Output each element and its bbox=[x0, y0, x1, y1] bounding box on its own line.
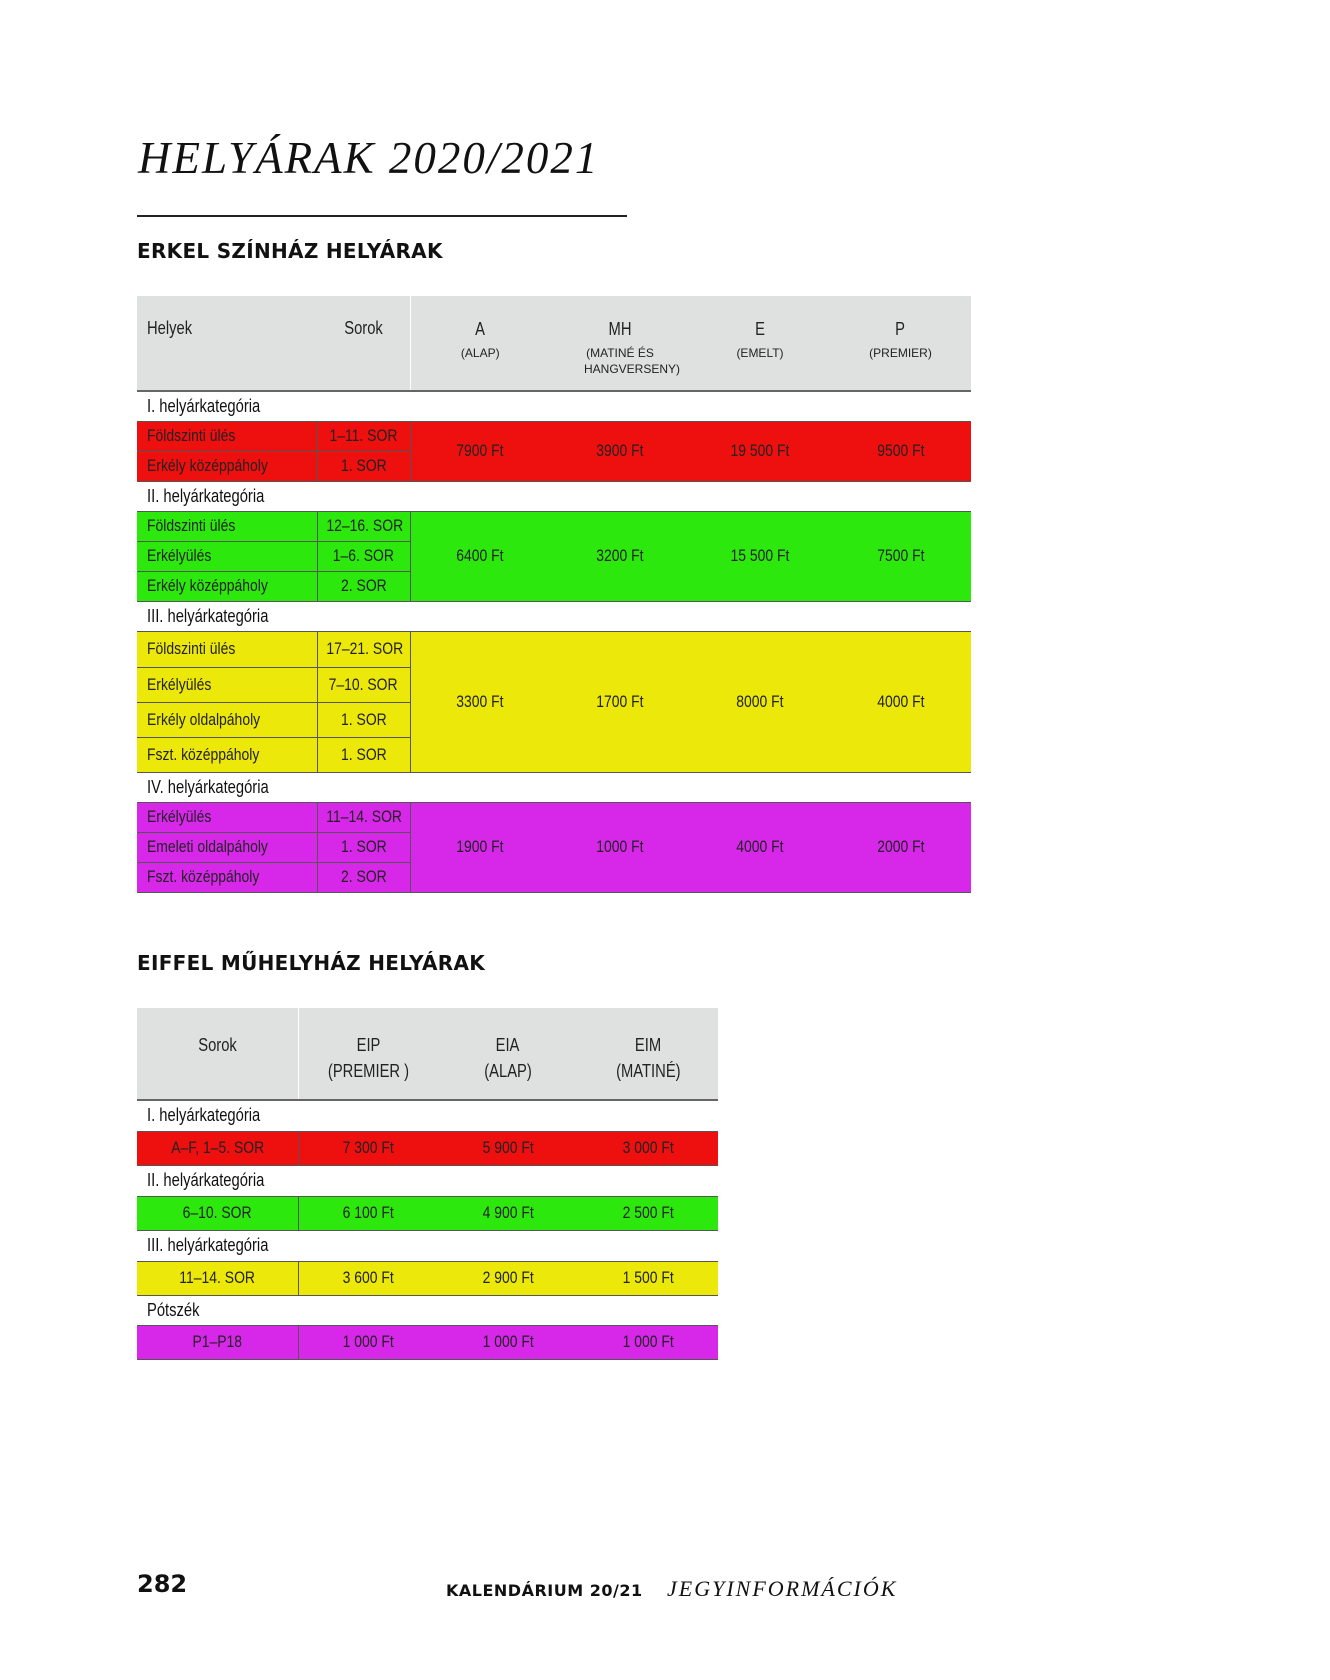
erkel-col-e: E (EMELT) bbox=[690, 296, 830, 391]
price-p: 4000 Ft bbox=[830, 631, 971, 772]
price-e: 15 500 Ft bbox=[690, 511, 830, 601]
place-cell: Erkélyülés bbox=[137, 541, 317, 571]
price-eia: 2 900 Ft bbox=[438, 1261, 578, 1295]
rows-cell: 2. SOR bbox=[317, 571, 410, 601]
footer-section: JEGYINFORMÁCIÓK bbox=[667, 1576, 898, 1601]
eiffel-col-eim: EIM (MATINÉ) bbox=[578, 1008, 718, 1100]
category-row bbox=[137, 391, 971, 421]
rows-cell: 11–14. SOR bbox=[317, 802, 410, 832]
erkel-col-p: P (PREMIER) bbox=[830, 296, 971, 391]
table-row bbox=[137, 1131, 718, 1165]
place-cell: Fszt. középpáholy bbox=[137, 862, 317, 892]
price-e: 19 500 Ft bbox=[690, 421, 830, 481]
price-eim: 2 500 Ft bbox=[578, 1196, 718, 1230]
place-cell: Erkély középpáholy bbox=[137, 571, 317, 601]
place-cell: Erkélyülés bbox=[137, 802, 317, 832]
category-label: I. helyárkategória bbox=[137, 391, 971, 421]
place-cell: Földszinti ülés bbox=[137, 511, 317, 541]
place-cell: Emeleti oldalpáholy bbox=[137, 832, 317, 862]
price-eim: 3 000 Ft bbox=[578, 1131, 718, 1165]
eiffel-header-row bbox=[137, 1008, 718, 1100]
price-eim: 1 000 Ft bbox=[578, 1325, 718, 1359]
eiffel-price-table bbox=[137, 1008, 718, 1360]
price-p: 9500 Ft bbox=[830, 421, 971, 481]
rows-cell: 1–6. SOR bbox=[317, 541, 410, 571]
place-cell: Erkély középpáholy bbox=[137, 451, 317, 481]
price-a: 6400 Ft bbox=[410, 511, 550, 601]
erkel-col-places: Helyek bbox=[137, 296, 317, 391]
table-row bbox=[137, 1196, 718, 1230]
category-row bbox=[137, 1230, 718, 1261]
place-cell: Fszt. középpáholy bbox=[137, 737, 317, 772]
category-label: II. helyárkategória bbox=[137, 481, 971, 511]
place-cell: Földszinti ülés bbox=[137, 421, 317, 451]
footer-publication: KALENDÁRIUM 20/21 bbox=[446, 1581, 643, 1600]
price-p: 7500 Ft bbox=[830, 511, 971, 601]
table-row bbox=[137, 1261, 718, 1295]
price-mh: 1000 Ft bbox=[550, 802, 690, 892]
price-eia: 5 900 Ft bbox=[438, 1131, 578, 1165]
category-label: III. helyárkategória bbox=[137, 601, 971, 631]
price-eia: 4 900 Ft bbox=[438, 1196, 578, 1230]
price-e: 4000 Ft bbox=[690, 802, 830, 892]
eiffel-col-eip: EIP (PREMIER ) bbox=[298, 1008, 438, 1100]
price-eip: 1 000 Ft bbox=[298, 1325, 438, 1359]
price-a: 1900 Ft bbox=[410, 802, 550, 892]
eiffel-col-rows: Sorok bbox=[137, 1008, 298, 1100]
rows-cell: 11–14. SOR bbox=[137, 1261, 298, 1295]
place-cell: Erkély oldalpáholy bbox=[137, 702, 317, 737]
price-eip: 6 100 Ft bbox=[298, 1196, 438, 1230]
price-mh: 1700 Ft bbox=[550, 631, 690, 772]
rows-cell: 17–21. SOR bbox=[317, 631, 410, 667]
price-e: 8000 Ft bbox=[690, 631, 830, 772]
rows-cell: 1. SOR bbox=[317, 451, 410, 481]
erkel-price-table bbox=[137, 296, 971, 893]
erkel-col-mh: MH (MATINÉ ÉS HANGVERSENY) bbox=[550, 296, 690, 391]
table-row bbox=[137, 802, 971, 832]
price-eip: 3 600 Ft bbox=[298, 1261, 438, 1295]
table-row bbox=[137, 1325, 718, 1359]
erkel-col-rows: Sorok bbox=[317, 296, 410, 391]
category-label: I. helyárkategória bbox=[137, 1100, 718, 1131]
erkel-col-a: A (ALAP) bbox=[410, 296, 550, 391]
category-row bbox=[137, 601, 971, 631]
table-row bbox=[137, 631, 971, 667]
rows-cell: 1. SOR bbox=[317, 832, 410, 862]
price-eip: 7 300 Ft bbox=[298, 1131, 438, 1165]
title-underline bbox=[137, 215, 627, 217]
rows-cell: 1. SOR bbox=[317, 737, 410, 772]
rows-cell: A–F, 1–5. SOR bbox=[137, 1131, 298, 1165]
category-label: II. helyárkategória bbox=[137, 1165, 718, 1196]
price-mh: 3200 Ft bbox=[550, 511, 690, 601]
rows-cell: 12–16. SOR bbox=[317, 511, 410, 541]
erkel-heading: ERKEL SZÍNHÁZ HELYÁRAK bbox=[137, 239, 443, 263]
category-row bbox=[137, 481, 971, 511]
erkel-header-row bbox=[137, 296, 971, 391]
price-eim: 1 500 Ft bbox=[578, 1261, 718, 1295]
category-label: IV. helyárkategória bbox=[137, 772, 971, 802]
eiffel-heading: EIFFEL MŰHELYHÁZ HELYÁRAK bbox=[137, 951, 486, 975]
category-row bbox=[137, 772, 971, 802]
eiffel-col-eia: EIA (ALAP) bbox=[438, 1008, 578, 1100]
table-row bbox=[137, 421, 971, 451]
place-cell: Erkélyülés bbox=[137, 667, 317, 702]
category-row bbox=[137, 1295, 718, 1325]
rows-cell: 2. SOR bbox=[317, 862, 410, 892]
category-label: Pótszék bbox=[137, 1295, 718, 1325]
price-eia: 1 000 Ft bbox=[438, 1325, 578, 1359]
rows-cell: P1–P18 bbox=[137, 1325, 298, 1359]
price-a: 3300 Ft bbox=[410, 631, 550, 772]
category-row bbox=[137, 1165, 718, 1196]
place-cell: Földszinti ülés bbox=[137, 631, 317, 667]
rows-cell: 6–10. SOR bbox=[137, 1196, 298, 1230]
price-mh: 3900 Ft bbox=[550, 421, 690, 481]
table-row bbox=[137, 511, 971, 541]
category-row bbox=[137, 1100, 718, 1131]
page-title: HELYÁRAK 2020/2021 bbox=[138, 133, 600, 183]
price-p: 2000 Ft bbox=[830, 802, 971, 892]
rows-cell: 1–11. SOR bbox=[317, 421, 410, 451]
page-number: 282 bbox=[137, 1570, 188, 1598]
price-a: 7900 Ft bbox=[410, 421, 550, 481]
category-label: III. helyárkategória bbox=[137, 1230, 718, 1261]
rows-cell: 7–10. SOR bbox=[317, 667, 410, 702]
rows-cell: 1. SOR bbox=[317, 702, 410, 737]
